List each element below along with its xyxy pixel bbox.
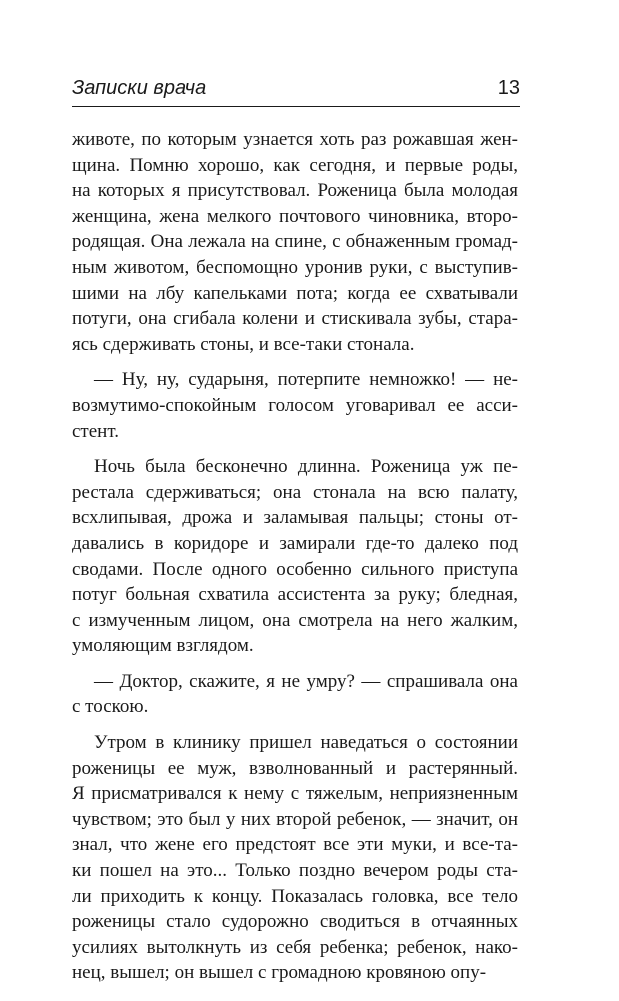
paragraph-gap: [72, 720, 518, 730]
text-line: умоляющим взглядом.: [72, 635, 254, 657]
text-line: — Доктор, скажите, я не умру? — спрашивала она: [94, 670, 518, 692]
text-line: шими на лбу капельками пота; когда ее схватывали: [72, 282, 518, 304]
running-title: Записки врача: [72, 77, 207, 99]
text-line: с тоскою.: [72, 696, 149, 718]
text-line: знал, что жене его предстоят все эти муки, и все-та-: [72, 834, 518, 856]
text-line: чувством; это был у них второй ребенок, — значит, он: [72, 808, 518, 830]
text-line: родящая. Она лежала на спине, с обнаженным громад-: [72, 231, 518, 253]
text-line: возмутимо-спокойным голосом уговаривал ее асси-: [72, 394, 518, 416]
text-line: Ночь была бесконечно длинна. Роженица уж пе-: [94, 456, 518, 478]
paragraph-gap: [72, 357, 518, 367]
paragraph: [72, 367, 518, 444]
text-line: роженицы стало судорожно сводиться в отчаянных: [72, 911, 518, 933]
body-text: [72, 127, 518, 986]
text-line: усилиях вытолкнуть из себя ребенка; ребенок, нако-: [72, 936, 518, 958]
page-number: 13: [497, 77, 520, 99]
text-line: нец, вышел; он вышел с громадною кровяною опу-: [72, 962, 487, 984]
text-line: ки пошел на это... Только поздно вечером роды ста-: [72, 860, 518, 882]
text-line: щина. Помню хорошо, как сегодня, и первые роды,: [72, 154, 518, 176]
text-line: роженицы ее муж, взволнованный и растерянный.: [72, 757, 518, 779]
text-line: потуги, она сгибала колени и стискивала зубы, стара-: [72, 308, 518, 330]
text-line: женщина, жена мелкого почтового чиновника, второ-: [72, 205, 518, 227]
text-line: стент.: [72, 420, 119, 442]
paragraph: [72, 730, 518, 986]
text-line: с измученным лицом, она смотрела на него жалким,: [72, 609, 518, 631]
text-line: Утром в клинику пришел наведаться о состоянии: [94, 732, 518, 754]
text-line: потуг больная схватила ассистента за руку; бледная,: [72, 584, 518, 606]
paragraph: [72, 669, 518, 720]
text-line: ли приходить к концу. Показалась головка, все тело: [72, 885, 518, 907]
text-line: рестала сдерживаться; она стонала на всю палату,: [72, 481, 518, 503]
header-rule: [72, 106, 520, 107]
paragraph: [72, 454, 518, 659]
text-line: сводами. После одного особенно сильного приступа: [72, 558, 518, 580]
running-head: [72, 76, 520, 104]
paragraph-gap: [72, 444, 518, 454]
text-line: всхлипывая, дрожа и заламывая пальцы; стоны от-: [72, 507, 518, 529]
paragraph-gap: [72, 659, 518, 669]
text-line: — Ну, ну, сударыня, потерпите немножко! — не-: [94, 369, 518, 391]
text-line: ным животом, беспомощно уронив руки, с выступив-: [72, 256, 518, 278]
text-line: ясь сдерживать стоны, и все-таки стонала.: [72, 333, 415, 355]
paragraph: [72, 127, 518, 357]
text-line: животе, по которым узнается хоть раз рожавшая жен-: [72, 129, 518, 150]
text-line: Я присматривался к нему с тяжелым, неприязненным: [72, 783, 518, 805]
text-line: на которых я присутствовал. Роженица была молодая: [72, 180, 518, 202]
text-line: давались в коридоре и замирали где-то далеко под: [72, 532, 518, 554]
